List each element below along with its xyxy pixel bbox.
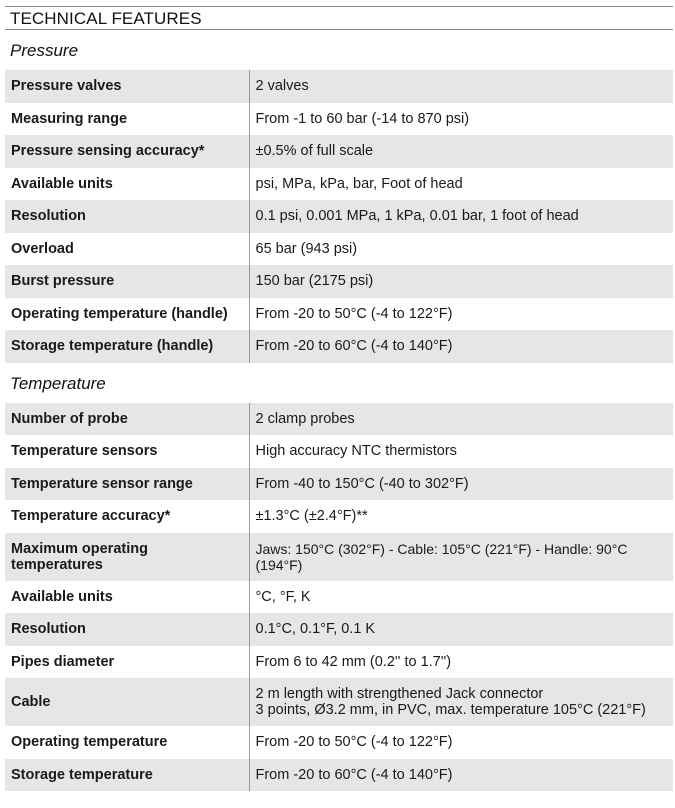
table-row xyxy=(5,70,673,103)
spec-value: 0.1 psi, 0.001 MPa, 1 kPa, 0.01 bar, 1 foot of head xyxy=(249,200,673,233)
table-row xyxy=(5,435,673,468)
table-row xyxy=(5,298,673,331)
spec-value: ±1.3°C (±2.4°F)** xyxy=(249,500,673,533)
spec-label: Storage temperature xyxy=(5,759,249,792)
spec-value: 2 clamp probes xyxy=(249,403,673,436)
spec-value: From -20 to 50°C (-4 to 122°F) xyxy=(249,726,673,759)
document-title: TECHNICAL FEATURES xyxy=(5,6,673,30)
spec-label: Resolution xyxy=(5,613,249,646)
section-heading-temperature: Temperature xyxy=(10,373,106,393)
spec-label: Storage temperature (handle) xyxy=(5,330,249,363)
spec-label: Measuring range xyxy=(5,103,249,136)
spec-value: psi, MPa, kPa, bar, Foot of head xyxy=(249,168,673,201)
spec-value: ±0.5% of full scale xyxy=(249,135,673,168)
spec-value: From -20 to 60°C (-4 to 140°F) xyxy=(249,330,673,363)
spec-label: Operating temperature (handle) xyxy=(5,298,249,331)
spec-value: Jaws: 150°C (302°F) - Cable: 105°C (221°F) - Handle: 90°C (194°F) xyxy=(249,533,673,581)
spec-label: Temperature sensor range xyxy=(5,468,249,501)
table-row xyxy=(5,533,673,581)
spec-label: Temperature sensors xyxy=(5,435,249,468)
table-row xyxy=(5,759,673,792)
spec-label: Operating temperature xyxy=(5,726,249,759)
spec-label: Available units xyxy=(5,168,249,201)
table-row xyxy=(5,726,673,759)
spec-value: 65 bar (943 psi) xyxy=(249,233,673,266)
pressure-spec-table xyxy=(5,70,673,363)
table-row xyxy=(5,613,673,646)
spec-value: 0.1°C, 0.1°F, 0.1 K xyxy=(249,613,673,646)
spec-value: High accuracy NTC thermistors xyxy=(249,435,673,468)
spec-label: Overload xyxy=(5,233,249,266)
spec-label: Maximum operating temperatures xyxy=(5,533,249,581)
spec-value: °C, °F, K xyxy=(249,581,673,614)
table-row xyxy=(5,233,673,266)
spec-value: From -40 to 150°C (-40 to 302°F) xyxy=(249,468,673,501)
technical-features-document xyxy=(5,6,673,791)
spec-value: 2 valves xyxy=(249,70,673,103)
spec-label: Pressure valves xyxy=(5,70,249,103)
table-row xyxy=(5,200,673,233)
spec-value: 2 m length with strengthened Jack connector 3 points, Ø3.2 mm, in PVC, max. temperature 105°C (221°F) xyxy=(249,678,673,726)
table-row xyxy=(5,403,673,436)
temperature-spec-table xyxy=(5,403,673,792)
table-row xyxy=(5,500,673,533)
spec-value: From -1 to 60 bar (-14 to 870 psi) xyxy=(249,103,673,136)
spec-label: Temperature accuracy* xyxy=(5,500,249,533)
section-heading-pressure: Pressure xyxy=(10,41,79,60)
table-row xyxy=(5,646,673,679)
table-row xyxy=(5,103,673,136)
spec-label: Available units xyxy=(5,581,249,614)
spec-label: Pipes diameter xyxy=(5,646,249,679)
spec-label: Number of probe xyxy=(5,403,249,436)
spec-value: 150 bar (2175 psi) xyxy=(249,265,673,298)
spec-label: Resolution xyxy=(5,200,249,233)
table-row xyxy=(5,678,673,726)
spec-label: Pressure sensing accuracy* xyxy=(5,135,249,168)
table-row xyxy=(5,265,673,298)
table-row xyxy=(5,330,673,363)
spec-value: From -20 to 50°C (-4 to 122°F) xyxy=(249,298,673,331)
table-row xyxy=(5,581,673,614)
table-row xyxy=(5,468,673,501)
spec-label: Cable xyxy=(5,678,249,726)
table-row xyxy=(5,135,673,168)
spec-value: From 6 to 42 mm (0.2'' to 1.7'') xyxy=(249,646,673,679)
spec-value: From -20 to 60°C (-4 to 140°F) xyxy=(249,759,673,792)
spec-label: Burst pressure xyxy=(5,265,249,298)
table-row xyxy=(5,168,673,201)
